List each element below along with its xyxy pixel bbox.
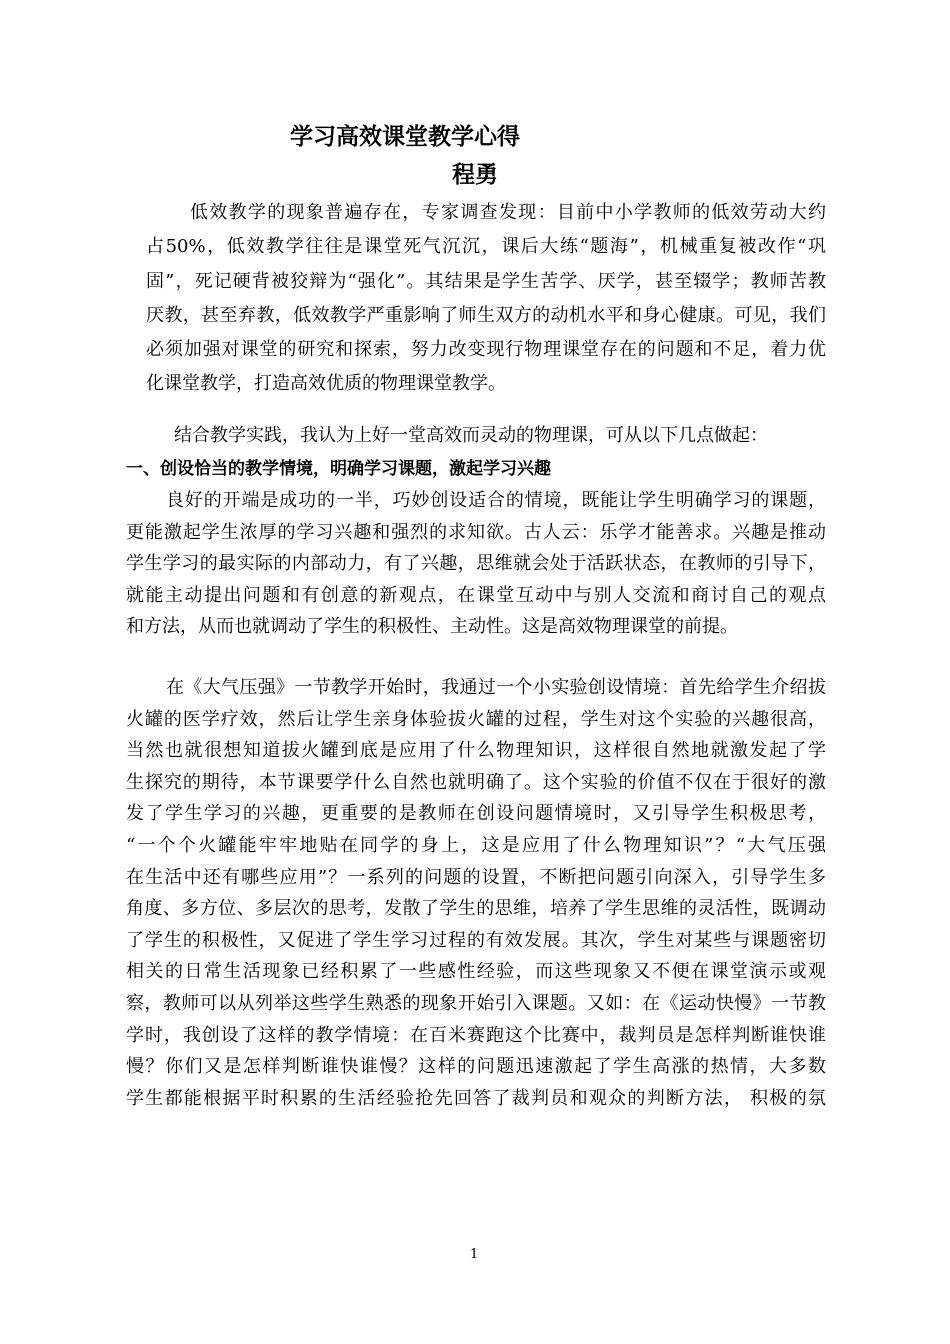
author-name: 程勇	[452, 162, 498, 188]
text-line: 就能主动提出问题和有创意的新观点，在课堂互动中与别人交流和商讨自己的观点	[126, 584, 826, 606]
text-line: 发了学生学习的兴趣，更重要的是教师在创设问题情境时，又引导学生积极思考，	[126, 803, 826, 825]
page-number: 1	[470, 1247, 479, 1262]
text-line: 了学生的积极性，又促进了学生学习过程的有效发展。其次，学生对某些与课题密切	[126, 929, 826, 951]
text-line: 占50%，低效教学往往是课堂死气沉沉，课后大练“题海”，机械重复被改作“巩	[146, 236, 826, 258]
text-line: 学时，我创设了这样的教学情境：在百米赛跑这个比赛中，裁判员是怎样判断谁快谁	[126, 1024, 826, 1046]
text-line: 在《大气压强》一节教学开始时，我通过一个小实验创设情境：首先给学生介绍拔	[166, 677, 826, 698]
text-line: 低效教学的现象普遍存在，专家调查发现：目前中小学教师的低效劳动大约	[190, 202, 826, 223]
text-line: 学生都能根据平时积累的生活经验抢先回答了裁判员和观众的判断方法， 积极的氛	[126, 1087, 826, 1109]
text-line: 察，教师可以从列举这些学生熟悉的现象开始引入课题。又如：在《运动快慢》一节教	[126, 992, 826, 1014]
text-line: 更能激起学生浓厚的学习兴趣和强烈的求知欲。古人云：乐学才能善求。兴趣是推动	[126, 521, 826, 543]
text-line: 生探究的期待，本节课要学什么自然也就明确了。这个实验的价值不仅在于很好的激	[126, 771, 826, 793]
text-line: 在生活中还有哪些应用”？一系列的问题的设置，不断把问题引向深入，引导学生多	[126, 866, 826, 888]
text-line: 必须加强对课堂的研究和探索，努力改变现行物理课堂存在的问题和不足，着力优	[146, 339, 826, 361]
section-heading: 一、创设恰当的教学情境，明确学习课题，激起学习兴趣	[126, 459, 551, 479]
text-line: 固”，死记硬背被狡辩为“强化”。其结果是学生苦学、厌学，甚至辍学；教师苦教	[146, 270, 826, 292]
document-title: 学习高效课堂教学心得	[290, 124, 520, 150]
text-line: 化课堂教学，打造高效优质的物理课堂教学。	[146, 373, 506, 395]
text-line: 结合教学实践，我认为上好一堂高效而灵动的物理课，可从以下几点做起：	[174, 425, 768, 446]
text-line: 厌教，甚至弃教，低效教学严重影响了师生双方的动机水平和身心健康。可见，我们	[146, 304, 826, 326]
text-line: 相关的日常生活现象已经积累了一些感性经验，而这些现象又不便在课堂演示或观	[126, 961, 826, 983]
transition-paragraph	[126, 420, 826, 452]
text-line: 学生学习的最实际的内部动力，有了兴趣，思维就会处于活跃状态，在教师的引导下，	[126, 553, 826, 575]
text-line: 和方法，从而也就调动了学生的积极性、主动性。这是高效物理课堂的前提。	[126, 616, 738, 638]
intro-paragraph	[146, 196, 826, 402]
body-paragraph	[126, 672, 826, 1114]
text-line: 慢？你们又是怎样判断谁快谁慢？这样的问题迅速激起了学生高涨的热情，大多数	[126, 1056, 826, 1078]
body-paragraph	[126, 485, 826, 643]
text-line: 良好的开端是成功的一半，巧妙创设适合的情境，既能让学生明确学习的课题，	[166, 490, 826, 511]
text-line: 火罐的医学疗效，然后让学生亲身体验拔火罐的过程，学生对这个实验的兴趣很高，	[126, 708, 826, 730]
text-line: 当然也就很想知道拔火罐到底是应用了什么物理知识，这样很自然地就激发起了学	[126, 740, 826, 762]
text-line: “一个个火罐能牢牢地贴在同学的身上，这是应用了什么物理知识”？“大气压强	[126, 834, 826, 856]
text-line: 角度、多方位、多层次的思考，发散了学生的思维，培养了学生思维的灵活性，既调动	[126, 898, 826, 920]
